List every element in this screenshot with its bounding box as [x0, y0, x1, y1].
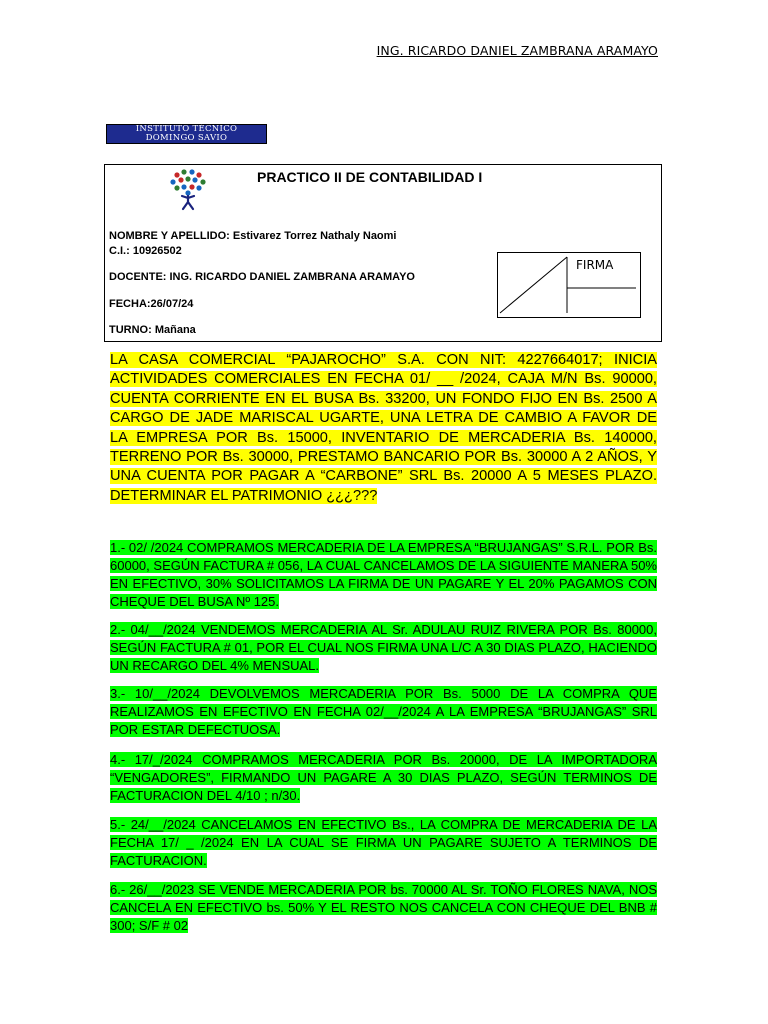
- date-field: FECHA:26/07/24: [109, 298, 194, 310]
- exercise-item-3: [110, 685, 657, 739]
- intro-paragraph: [110, 351, 657, 506]
- practice-title: PRACTICO II DE CONTABILIDAD I: [257, 169, 483, 185]
- exercise-text: 2.- 04/__/2024 VENDEMOS MERCADERIA AL Sr. ADULAU RUIZ RIVERA POR Bs. 80000, SEGÚN FACTURA # 01, POR EL CUAL NOS FIRMA UNA L/C A 30 DIAS PLAZO, HACIENDO UN RECARGO DEL 4% MENSUAL.: [110, 622, 657, 673]
- teacher-name: DOCENTE: ING. RICARDO DANIEL ZAMBRANA ARAMAYO: [109, 271, 415, 283]
- logo-line-1: INSTITUTO TÉCNICO: [135, 124, 238, 134]
- author-header: ING. RICARDO DANIEL ZAMBRANA ARAMAYO: [376, 43, 658, 58]
- institute-logo: [106, 124, 267, 144]
- exercise-item-1: [110, 539, 657, 611]
- signature-box: [497, 252, 641, 318]
- intro-text: LA CASA COMERCIAL “PAJAROCHO” S.A. CON NIT: 4227664017; INICIA ACTIVIDADES COMERCIALES EN FECHA 01/ __ /2024, CAJA M/N Bs. 90000, CUENTA CORRIENTE EN EL BUSA Bs. 33200, UN FONDO FIJO EN Bs. 2500 A CARGO DE JADE MARISCAL UGARTE, UNA LETRA DE CAMBIO A FAVOR DE LA EMPRESA POR Bs. 15000, INVENTARIO DE MERCADERIA Bs. 140000, TERRENO POR Bs. 30000, PRESTAMO BANCARIO POR Bs. 30000 A 2 AÑOS, Y UNA CUENTA POR PAGAR A “CARBONE” SRL Bs. 20000 A 5 MESES PLAZO. DETERMINAR EL PATRIMONIO ¿¿¿???: [110, 352, 657, 504]
- shift-field: TURNO: Mañana: [109, 324, 196, 336]
- header-form-box: [104, 164, 662, 342]
- signature-label: FIRMA: [576, 258, 614, 272]
- student-ci: C.I.: 10926502: [109, 245, 182, 257]
- exercise-text: 3.- 10/__/2024 DEVOLVEMOS MERCADERIA POR Bs. 5000 DE LA COMPRA QUE REALIZAMOS EN EFECTIVO EN FECHA 02/__/2024 A LA EMPRESA “BRUJANGAS” SRL POR ESTAR DEFECTUOSA.: [110, 686, 657, 737]
- signature-lines: [497, 252, 641, 318]
- institute-emblem-icon: [167, 167, 209, 211]
- exercise-text: 6.- 26/__/2023 SE VENDE MERCADERIA POR bs. 70000 AL Sr. TOÑO FLORES NAVA, NOS CANCELA EN EFECTIVO bs. 50% Y EL RESTO NOS CANCELA CON CHEQUE DEL BNB # 300; S/F # 02: [110, 882, 657, 933]
- exercise-text: 4.- 17/_/2024 COMPRAMOS MERCADERIA POR Bs. 20000, DE LA IMPORTADORA “VENGADORES”, FIRMANDO UN PAGARE A 30 DIAS PLAZO, SEGÚN TERMINOS DE FACTURACION DEL 4/10 ; n/30.: [110, 752, 657, 803]
- exercise-item-4: [110, 751, 657, 805]
- student-name: NOMBRE Y APELLIDO: Estivarez Torrez Nathaly Naomi: [109, 230, 397, 242]
- exercise-item-5: [110, 816, 657, 870]
- exercise-text: 1.- 02/ /2024 COMPRAMOS MERCADERIA DE LA EMPRESA “BRUJANGAS” S.R.L. POR Bs. 60000, SEGÚN FACTURA # 056, LA CUAL CANCELAMOS DE LA SIGUIENTE MANERA 50% EN EFECTIVO, 30% SOLICITAMOS LA FIRMA DE UN PAGARE Y EL 20% PAGAMOS CON CHEQUE DEL BUSA Nº 125.: [110, 540, 657, 609]
- logo-line-2: DOMINGO SAVIO: [145, 133, 228, 143]
- exercise-text: 5.- 24/__/2024 CANCELAMOS EN EFECTIVO Bs., LA COMPRA DE MERCADERIA DE LA FECHA 17/ _ /2024 EN LA CUAL SE FIRMA UN PAGARE SUJETO A TERMINOS DE FACTURACION.: [110, 817, 657, 868]
- exercise-item-2: [110, 621, 657, 675]
- exercise-item-6: [110, 881, 657, 935]
